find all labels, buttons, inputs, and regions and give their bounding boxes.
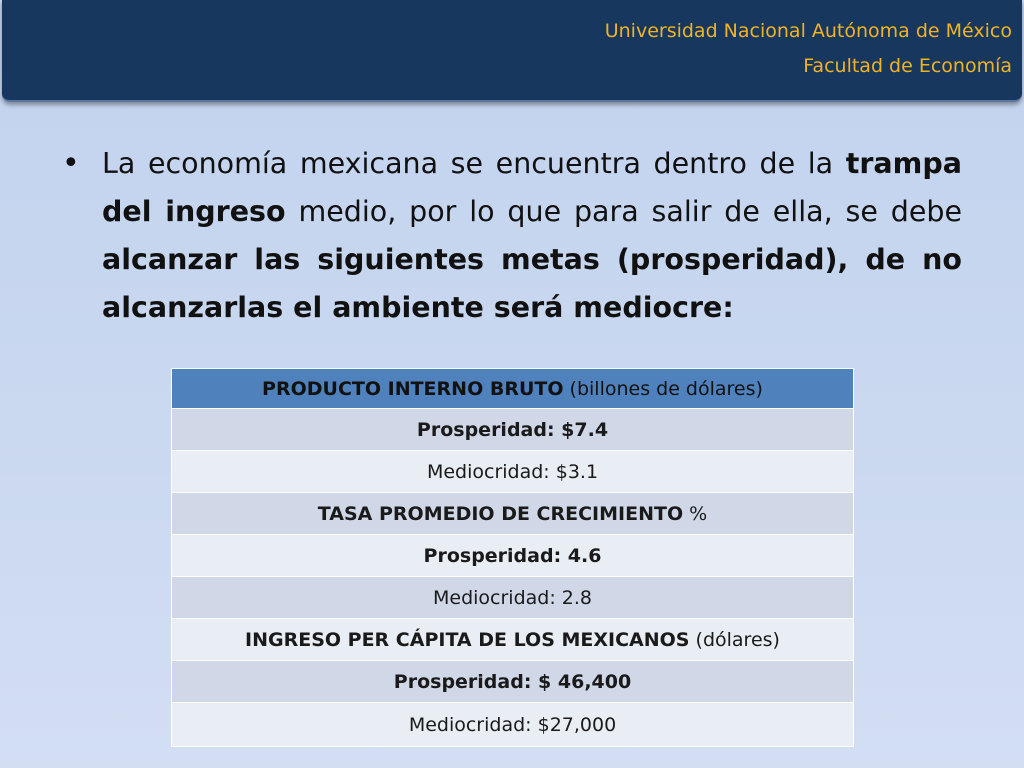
table-row: [172, 451, 854, 493]
table-cell-growth-mediocrity: Mediocridad: 2.8: [172, 577, 854, 619]
economic-goals-table: [171, 368, 854, 747]
bullet-text: [102, 140, 962, 332]
bullet-segment: La economía mexicana se encuentra dentro de la: [102, 147, 846, 180]
table-cell-income-header: INGRESO PER CÁPITA DE LOS MEXICANOS (dólares): [172, 619, 854, 661]
table-cell-growth-prosperity: Prosperidad: 4.6: [172, 535, 854, 577]
bullet-segment: medio, por lo que para salir de ella, se debe: [285, 195, 962, 228]
table-cell-gdp-prosperity: Prosperidad: $7.4: [172, 409, 854, 451]
bullet-icon: •: [62, 146, 80, 181]
university-name: Universidad Nacional Autónoma de México: [604, 20, 1012, 42]
table-cell-growth-header: TASA PROMEDIO DE CRECIMIENTO %: [172, 493, 854, 535]
table-cell-gdp-mediocrity: Mediocridad: $3.1: [172, 451, 854, 493]
table-cell-income-prosperity: Prosperidad: $ 46,400: [172, 661, 854, 703]
table-cell-gdp-header: PRODUCTO INTERNO BRUTO (billones de dólares): [172, 369, 854, 409]
table-row: [172, 703, 854, 747]
bullet-segment-bold: alcanzar las siguientes metas (prosperidad), de no alcanzarlas el ambiente será mediocre:: [102, 243, 962, 324]
table-row: [172, 535, 854, 577]
table-row: [172, 369, 854, 409]
table-cell-income-mediocrity: Mediocridad: $27,000: [172, 703, 854, 747]
header-banner: [2, 0, 1022, 102]
table-row: [172, 661, 854, 703]
table-row: [172, 619, 854, 661]
table-row: [172, 577, 854, 619]
bullet-segment-bold: trampa del ingreso: [102, 147, 962, 228]
faculty-name: Facultad de Economía: [803, 55, 1012, 77]
table-row: [172, 409, 854, 451]
table-row: [172, 493, 854, 535]
